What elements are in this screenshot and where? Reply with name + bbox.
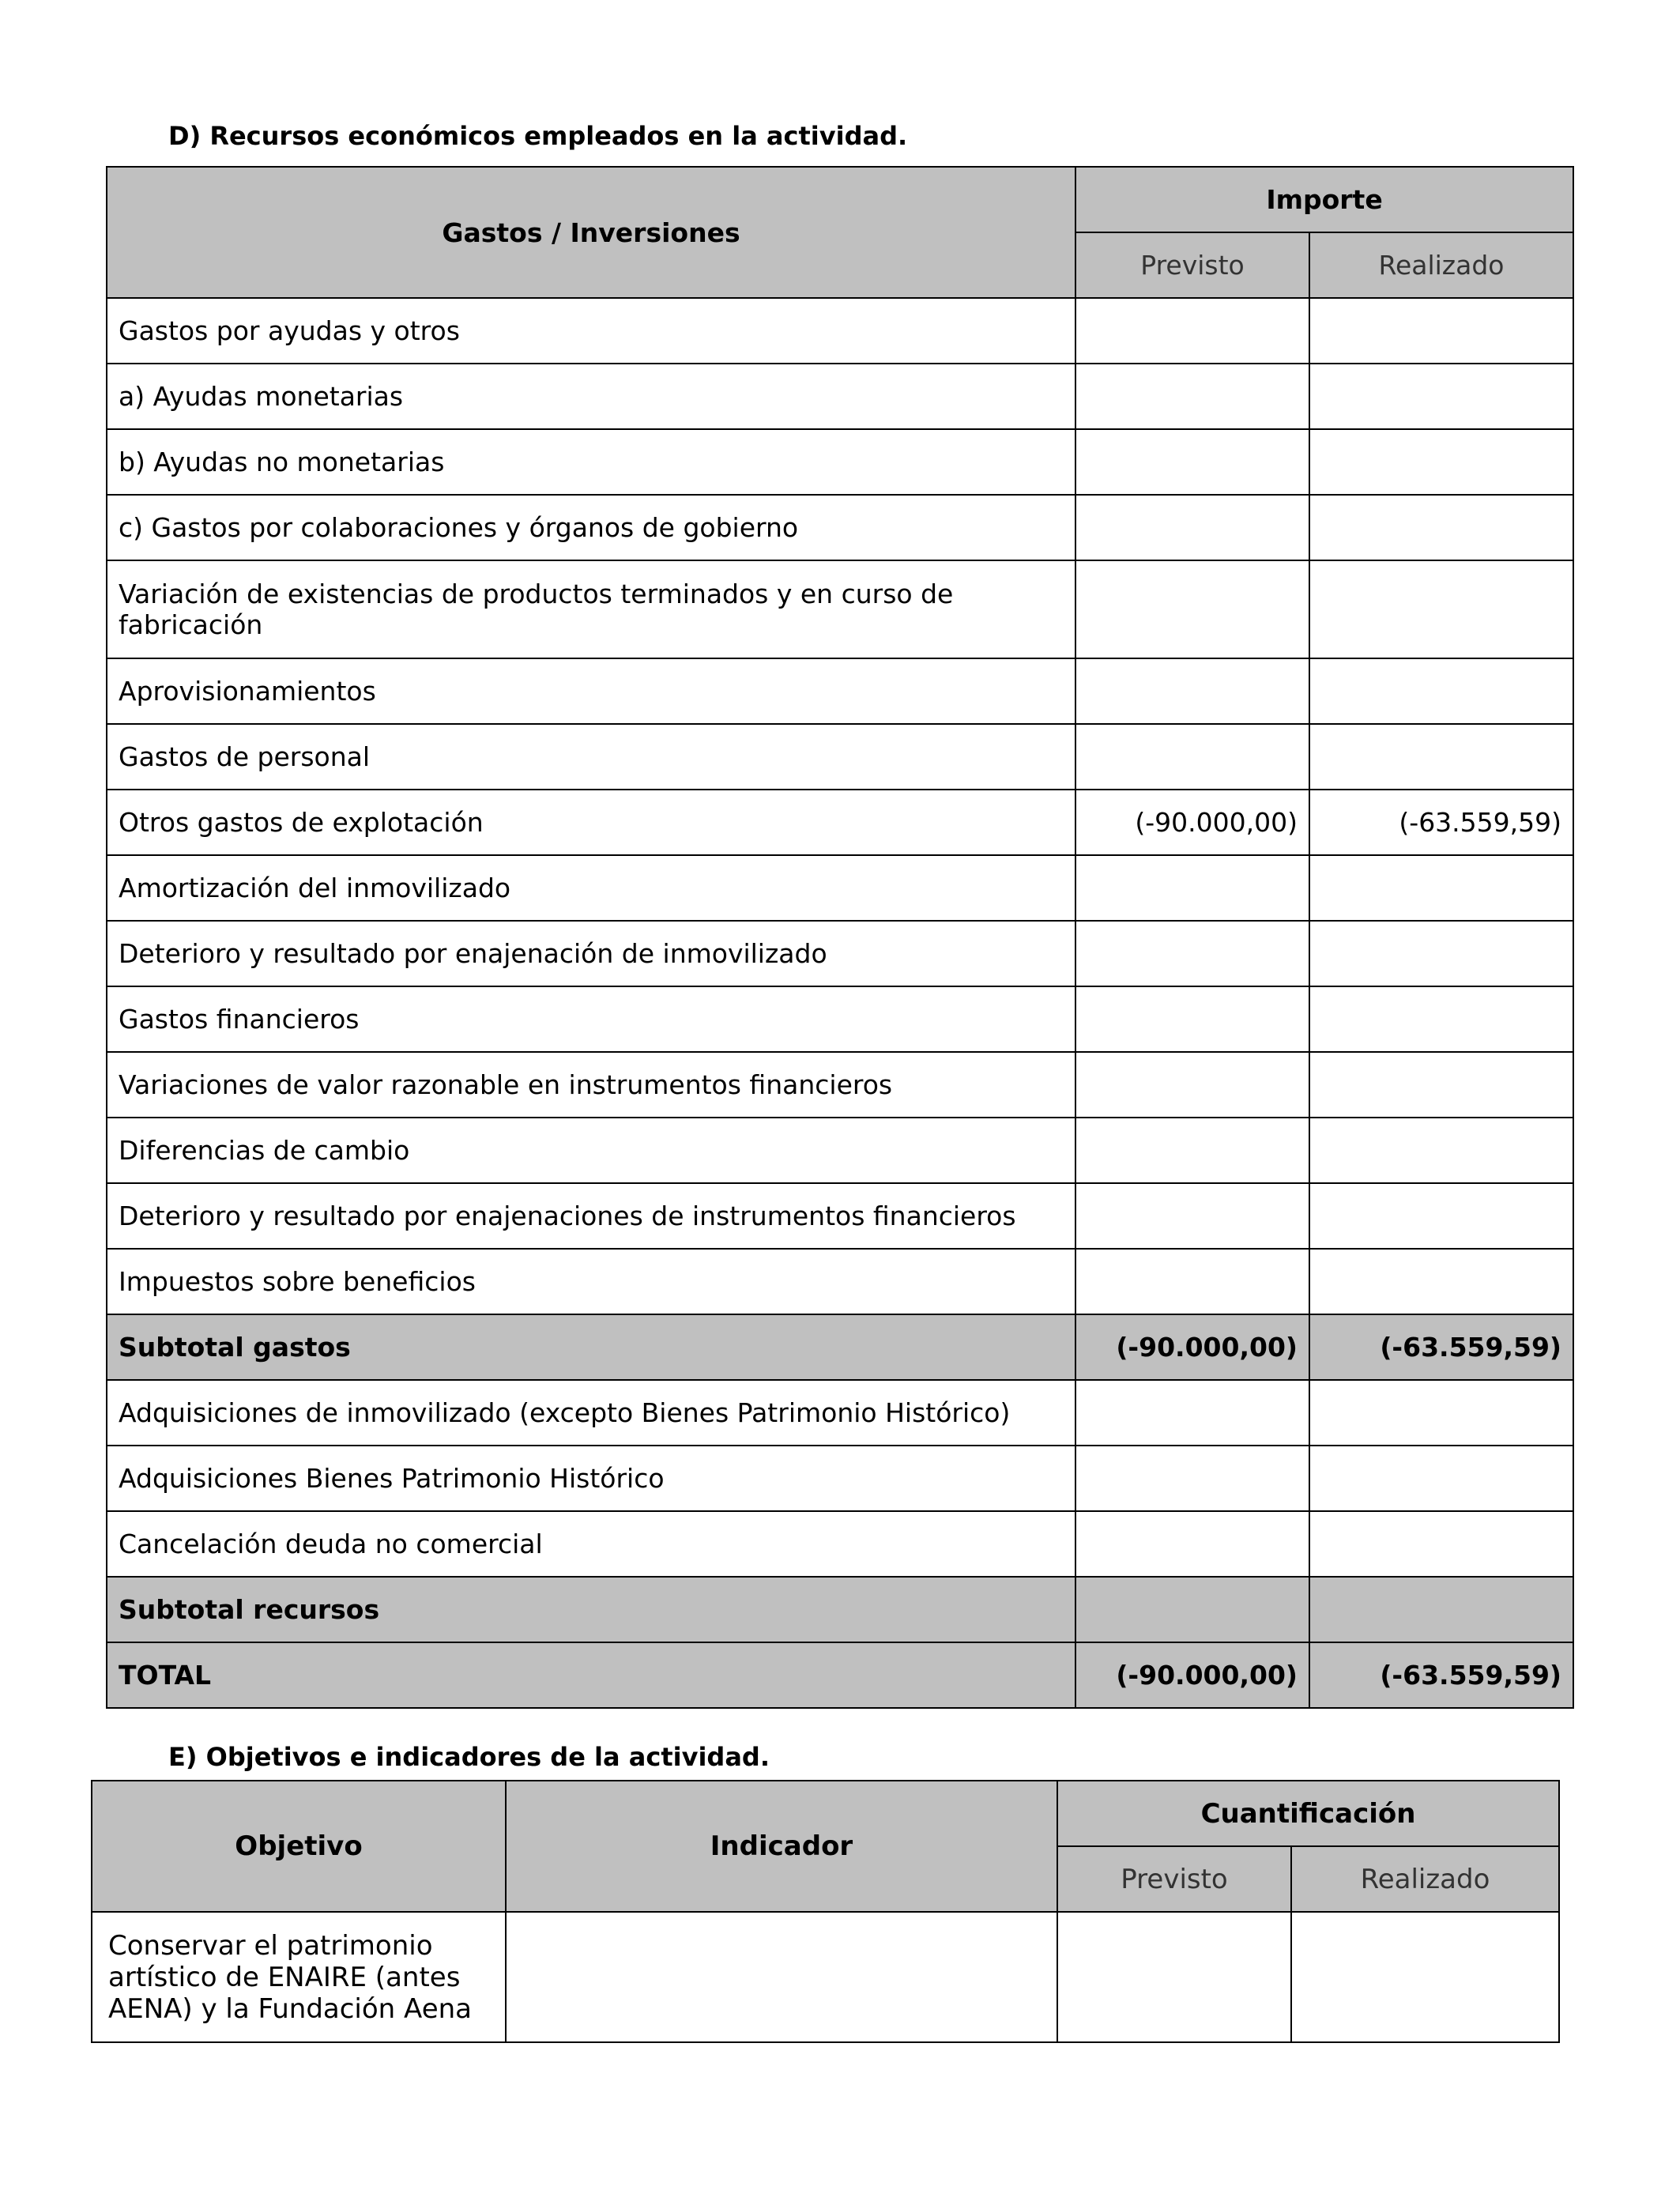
row-actual [1309,1577,1573,1642]
row-label: Variación de existencias de productos terminados y en curso de fabricación [107,560,1075,658]
table-row [107,364,1573,429]
row-planned [1075,429,1309,495]
header-quantification: Cuantificación [1057,1781,1559,1846]
row-label: Adquisiciones Bienes Patrimonio Histórico [107,1446,1075,1511]
row-planned [1075,1052,1309,1118]
row-actual [1309,1249,1573,1314]
header-amount: Importe [1075,167,1573,232]
row-planned: (-90.000,00) [1075,790,1309,855]
row-planned [1075,1511,1309,1577]
row-actual [1309,986,1573,1052]
row-planned [1075,1183,1309,1249]
row-actual: (-63.559,59) [1309,790,1573,855]
row-label: Amortización del inmovilizado [107,855,1075,921]
planned-cell [1057,1912,1291,2042]
row-label: a) Ayudas monetarias [107,364,1075,429]
actual-cell [1291,1912,1559,2042]
table-row [107,921,1573,986]
table-row [107,429,1573,495]
header-planned: Previsto [1075,232,1309,298]
row-actual [1309,1052,1573,1118]
table-row [107,986,1573,1052]
total-row [107,1642,1573,1708]
resources-table [106,166,1574,1709]
table-row [107,790,1573,855]
row-label: Subtotal gastos [107,1314,1075,1380]
indicator-cell [506,1912,1057,2042]
row-planned: (-90.000,00) [1075,1642,1309,1708]
row-planned [1075,724,1309,790]
row-actual [1309,724,1573,790]
row-label: Gastos financieros [107,986,1075,1052]
table-row [107,1380,1573,1446]
row-actual [1309,364,1573,429]
row-label: Diferencias de cambio [107,1118,1075,1183]
row-planned: (-90.000,00) [1075,1314,1309,1380]
row-label: c) Gastos por colaboraciones y órganos de gobierno [107,495,1075,560]
row-actual [1309,1183,1573,1249]
row-planned [1075,658,1309,724]
row-label: Adquisiciones de inmovilizado (excepto Bienes Patrimonio Histórico) [107,1380,1075,1446]
row-planned [1075,921,1309,986]
row-actual [1309,560,1573,658]
row-actual: (-63.559,59) [1309,1642,1573,1708]
subtotal-row [107,1314,1573,1380]
row-planned [1075,1118,1309,1183]
header-indicator: Indicador [506,1781,1057,1912]
table-row [107,1052,1573,1118]
row-label: b) Ayudas no monetarias [107,429,1075,495]
row-actual [1309,429,1573,495]
section-d-title: D) Recursos económicos empleados en la actividad. [168,121,908,151]
row-actual [1309,921,1573,986]
row-planned [1075,986,1309,1052]
row-actual [1309,855,1573,921]
row-actual: (-63.559,59) [1309,1314,1573,1380]
table-row [107,1249,1573,1314]
row-label: Variaciones de valor razonable en instrumentos financieros [107,1052,1075,1118]
table-row [107,724,1573,790]
table-row [107,298,1573,364]
table-row [107,1446,1573,1511]
row-label: Deterioro y resultado por enajenaciones de instrumentos financieros [107,1183,1075,1249]
header-actual: Realizado [1291,1846,1559,1912]
row-planned [1075,364,1309,429]
row-label: Gastos de personal [107,724,1075,790]
row-planned [1075,560,1309,658]
header-planned: Previsto [1057,1846,1291,1912]
row-actual [1309,495,1573,560]
row-planned [1075,1577,1309,1642]
row-planned [1075,495,1309,560]
table-row [107,560,1573,658]
row-label: Cancelación deuda no comercial [107,1511,1075,1577]
row-label: Impuestos sobre beneficios [107,1249,1075,1314]
row-actual [1309,1380,1573,1446]
header-objective: Objetivo [92,1781,506,1912]
subtotal-row [107,1577,1573,1642]
table-row [107,1511,1573,1577]
row-planned [1075,1380,1309,1446]
table-row [107,658,1573,724]
header-concept: Gastos / Inversiones [107,167,1075,298]
row-label: Otros gastos de explotación [107,790,1075,855]
table-row [107,1118,1573,1183]
row-actual [1309,658,1573,724]
row-planned [1075,1446,1309,1511]
section-e-title: E) Objetivos e indicadores de la actividad. [168,1742,770,1772]
row-label: Deterioro y resultado por enajenación de inmovilizado [107,921,1075,986]
row-actual [1309,1118,1573,1183]
row-planned [1075,1249,1309,1314]
table-row [92,1912,1559,2042]
table-row [107,1183,1573,1249]
table-row [107,855,1573,921]
row-actual [1309,1511,1573,1577]
table-row [107,495,1573,560]
row-label: Subtotal recursos [107,1577,1075,1642]
objectives-table [91,1780,1560,2043]
row-actual [1309,298,1573,364]
row-label: TOTAL [107,1642,1075,1708]
row-actual [1309,1446,1573,1511]
row-planned [1075,298,1309,364]
row-planned [1075,855,1309,921]
header-actual: Realizado [1309,232,1573,298]
objective-cell: Conservar el patrimonio artístico de ENAIRE (antes AENA) y la Fundación Aena [92,1912,506,2042]
row-label: Aprovisionamientos [107,658,1075,724]
row-label: Gastos por ayudas y otros [107,298,1075,364]
